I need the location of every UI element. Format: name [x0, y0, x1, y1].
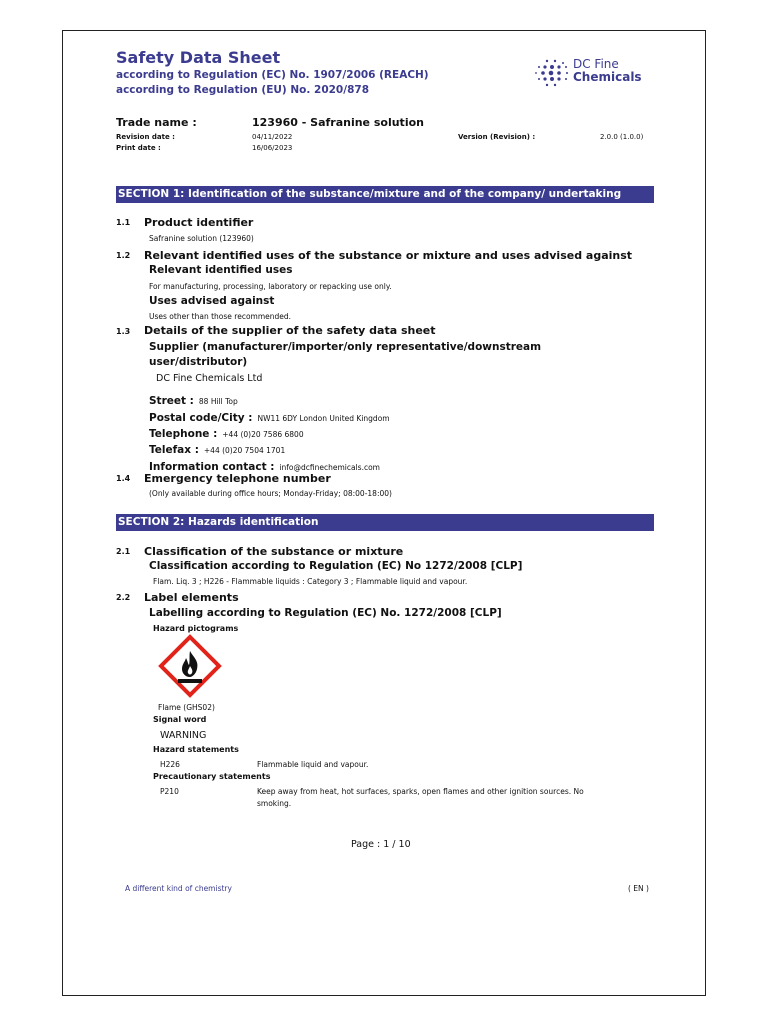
company-logo	[533, 58, 645, 88]
emergency-phone-text: (Only available during office hours; Monday-Friday; 08:00-18:00)	[149, 489, 392, 498]
postal-value: NW11 6DY London United Kingdom	[257, 414, 390, 423]
hazard-statements-label: Hazard statements	[153, 745, 239, 754]
section-1-header: SECTION 1: Identification of the substance/mixture and of the company/ undertaking	[116, 186, 654, 203]
postal-label: Postal code/City :	[149, 412, 253, 424]
trade-name-value: 123960 - Safranine solution	[252, 116, 424, 129]
language-code: ( EN )	[628, 884, 649, 893]
hazard-code: H226	[160, 760, 180, 769]
uses-advised-against-text: Uses other than those recommended.	[149, 312, 292, 321]
version-value: 2.0.0 (1.0.0)	[600, 133, 644, 141]
page-frame	[62, 30, 706, 996]
supplier-heading-line-2: user/distributor)	[149, 356, 248, 368]
identified-uses-text: For manufacturing, processing, laboratory or repacking use only.	[149, 282, 392, 291]
print-date-label: Print date :	[116, 144, 161, 152]
company-name: DC Fine Chemicals Ltd	[156, 373, 263, 384]
section-1-3-title: Details of the supplier of the safety data sheet	[144, 324, 436, 337]
precaution-text-line-2: smoking.	[257, 799, 292, 808]
revision-date-label: Revision date :	[116, 133, 175, 141]
regulation-subtitle-2: according to Regulation (EU) No. 2020/878	[116, 84, 369, 96]
section-2-1-number: 2.1	[116, 547, 131, 556]
product-identifier-text: Safranine solution (123960)	[149, 234, 254, 243]
street-label: Street :	[149, 395, 194, 407]
pictogram-caption: Flame (GHS02)	[158, 703, 215, 712]
signal-word-value: WARNING	[160, 730, 207, 741]
hazard-pictograms-label: Hazard pictograms	[153, 624, 239, 633]
identified-uses-heading: Relevant identified uses	[149, 264, 293, 276]
regulation-subtitle-1: according to Regulation (EC) No. 1907/2006 (REACH)	[116, 69, 429, 81]
info-contact-label: Information contact :	[149, 461, 275, 473]
signal-word-label: Signal word	[153, 715, 207, 724]
telefax-label: Telefax :	[149, 444, 199, 456]
supplier-heading-line-1: Supplier (manufacturer/importer/only representative/downstream	[149, 341, 542, 353]
footer-tagline: A different kind of chemistry	[125, 884, 232, 893]
classification-text: Flam. Liq. 3 ; H226 - Flammable liquids : Category 3 ; Flammable liquid and vapour.	[153, 577, 468, 586]
ghs02-pictogram	[158, 634, 222, 698]
logo-dots-icon	[533, 58, 571, 88]
section-1-4-number: 1.4	[116, 474, 131, 483]
clp-labelling-heading: Labelling according to Regulation (EC) No. 1272/2008 [CLP]	[149, 607, 502, 619]
telefax-value: +44 (0)20 7504 1701	[203, 446, 286, 455]
street-value: 88 Hill Top	[198, 397, 238, 406]
version-label: Version (Revision) :	[458, 133, 536, 141]
info-contact-value[interactable]: info@dcfinechemicals.com	[279, 463, 380, 472]
uses-advised-against-heading: Uses advised against	[149, 295, 275, 307]
telephone-value: +44 (0)20 7586 6800	[222, 430, 304, 439]
section-1-1-number: 1.1	[116, 218, 131, 227]
precautionary-statements-label: Precautionary statements	[153, 772, 271, 781]
precaution-text-line-1: Keep away from heat, hot surfaces, sparks, open flames and other ignition sources. No	[257, 787, 584, 796]
logo-wordmark	[573, 58, 642, 84]
telephone-label: Telephone :	[149, 428, 218, 440]
logo-line-2: Chemicals	[573, 70, 642, 84]
section-1-4-title: Emergency telephone number	[144, 472, 331, 485]
document-title: Safety Data Sheet	[116, 48, 281, 67]
section-2-2-title: Label elements	[144, 591, 239, 604]
print-date-value: 16/06/2023	[252, 144, 293, 152]
section-1-3-number: 1.3	[116, 327, 131, 336]
section-2-header: SECTION 2: Hazards identification	[116, 514, 654, 531]
logo-line-1: DC Fine	[573, 57, 619, 71]
page-number: Page : 1 / 10	[351, 839, 411, 850]
revision-date-value: 04/11/2022	[252, 133, 293, 141]
flame-icon	[158, 634, 222, 698]
trade-name-label: Trade name :	[116, 116, 197, 129]
section-2-1-title: Classification of the substance or mixture	[144, 545, 404, 558]
section-1-2-number: 1.2	[116, 251, 131, 260]
section-1-2-title: Relevant identified uses of the substance or mixture and uses advised against	[144, 249, 633, 262]
section-1-1-title: Product identifier	[144, 216, 254, 229]
precaution-code: P210	[160, 787, 179, 796]
section-2-2-number: 2.2	[116, 593, 131, 602]
hazard-text: Flammable liquid and vapour.	[257, 760, 369, 769]
clp-classification-heading: Classification according to Regulation (EC) No 1272/2008 [CLP]	[149, 560, 523, 572]
